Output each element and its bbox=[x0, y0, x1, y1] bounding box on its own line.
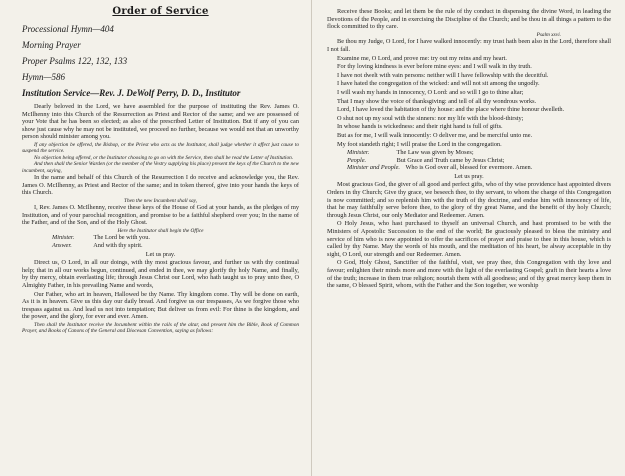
psalm-verse: Lord, I have loved the habitation of thy house: and the place where thine honour dwelleth. bbox=[337, 106, 565, 114]
versicle-answer bbox=[22, 242, 299, 250]
psalm-verse: My foot standeth right; I will praise the Lord in the congregation. bbox=[337, 140, 502, 148]
dialog-text: The Law was given by Moses; bbox=[396, 149, 474, 157]
rubric: Then the new Incumbent shall say, bbox=[124, 197, 197, 204]
page-header: Order of Service bbox=[112, 6, 209, 17]
psalm-verse: I have not dwelt with vain persons: neither will I have fellowship with the deceitful. bbox=[337, 71, 549, 79]
speaker-label: Minister. bbox=[52, 234, 75, 242]
rubric: Here the Institutor shall begin the Office bbox=[117, 227, 204, 234]
dialog-people bbox=[327, 157, 611, 165]
paragraph: Direct us, O Lord, in all our doings, with thy most gracious favour, and further us with thy continual help; that in all our works begun, continued, and ended in thee, we may glorify thy holy Name, and finally, by thy mercy, obtain everlasting life; through Jesus Christ our Lord, who hath taught us to pray unto thee, O Almighty Father, in his prevailing Name and words, bbox=[22, 259, 299, 289]
rubric: If any objection be offered, the Bishop, or the Priest who acts as the Institutor, shall judge whether it affect just cause to suspend the service. bbox=[22, 141, 299, 155]
psalm-verse: In whose hands is wickedness: and their right hand is full of gifts. bbox=[337, 123, 503, 131]
versicle-text: The Lord be with you. bbox=[93, 234, 150, 242]
rubric: And then shall the Senior Warden (or the member of the Vestry supplying his place) present the keys of the Church to the new incumbent, saying, bbox=[22, 161, 299, 174]
psalm-verse: But as for me, I will walk innocently: O deliver me, and be merciful unto me. bbox=[337, 131, 533, 139]
psalm-verse: That I may show the voice of thanksgiving: and tell of all thy wondrous works. bbox=[337, 97, 537, 105]
psalm-verse: For thy loving kindness is ever before mine eyes: and I will walk in thy truth. bbox=[337, 63, 532, 71]
order-item-psalms: Proper Psalms 122, 132, 133 bbox=[22, 56, 128, 66]
order-item-hymn: Hymn—586 bbox=[22, 72, 65, 82]
lets-pray-heading: Let us pray. bbox=[454, 172, 484, 180]
lets-pray-heading: Let us pray. bbox=[145, 250, 176, 258]
psalm-reference: Psalm xxvi. bbox=[536, 31, 561, 38]
order-item-morning-prayer: Morning Prayer bbox=[22, 40, 81, 50]
psalm-verse: O shut not up my soul with the sinners: nor my life with the blood-thirsty; bbox=[337, 114, 524, 122]
order-item-processional: Processional Hymn—404 bbox=[22, 24, 114, 34]
prayer-paragraph: O God, Holy Ghost, Sanctifier of the faithful, visit, we pray thee, this Congregation with thy love and favour; enlighten their minds more and more with the light of the everlasting Gospel; graft in their hearts a love of the truth; increase in them true religion; nourish them with all goodness; and of thy great mercy keep them in the same, O blessed Spirit, whom, with the Father and the Son together, we worship bbox=[327, 259, 611, 290]
prayer-paragraph: Most gracious God, the giver of all good and perfect gifts, who of thy wise providence hast appointed divers Orders in thy Church; Give thy grace, we beseech thee, to thy servant, to whom the charge of this Congregation is now committed; and so replenish him with the truth of thy doctrine, and endue him with innocency of life, that he may faithfully serve before thee, to the glory of thy great Name, and the benefit of thy holy Church; through Jesus Christ, our only Mediator and Redeemer. Amen. bbox=[327, 181, 611, 219]
rubric: No objection being offered, or the Institutor choosing to go on with the Service, then shall be read the Letter of Institution. bbox=[34, 154, 294, 161]
psalm-verse: Be thou my Judge, O Lord, for I have walked innocently: my trust hath been also in the Lord, therefore shall I not fall. bbox=[327, 38, 611, 53]
paragraph: Dearly beloved in the Lord, we have assembled for the purpose of instituting the Rev. James O. McIlhenny into this Church of the Resurrection as Priest and Rector of the same; and we are possessed of your Vote that he has been so elected; as also of the prescribed Letter of Institution. But if any of you can show just cause why he may not be instituted, we proceed no further, because we would not that an unworthy person should minister among you. bbox=[22, 103, 299, 141]
psalm-verse: I have hated the congregation of the wicked: and will not sit among the ungodly. bbox=[337, 80, 540, 88]
speaker-label: Minister and People. bbox=[347, 164, 400, 172]
rubric: Then shall the Institutor receive the Incumbent within the rails of the altar, and present him the Bible, Book of Common Prayer, and Books of Canons of the General and Diocesan Convention, saying as follows: bbox=[22, 321, 299, 335]
dialog-text: Who is God over all, blessed for evermore. Amen. bbox=[405, 164, 533, 172]
left-page bbox=[0, 0, 312, 476]
paragraph: Receive these Books; and let them be the rule of thy conduct in dispensing the divine Word, in leading the Devotions of the People, and in exercising the Discipline of the Church; and be thou in all things a pattern to the flock committed to thy care. bbox=[327, 8, 611, 31]
order-item-institution: Institution Service—Rev. J. DeWolf Perry, D. D., Institutor bbox=[22, 88, 241, 98]
right-page bbox=[313, 0, 625, 476]
lords-prayer: Our Father, who art in heaven, Hallowed be thy Name. Thy kingdom come. Thy will be done on earth, As it is in heaven. Give us this day our daily bread. And forgive us our trespasses, As we forgive those who trespass against us. And lead us not into temptation; But deliver us from evil: For thine is the kingdom, and the power, and the glory, for ever and ever. Amen. bbox=[22, 290, 299, 321]
dialog-minister-and-people bbox=[327, 164, 611, 172]
dialog-text: But Grace and Truth came by Jesus Christ; bbox=[396, 156, 505, 164]
paragraph: I, Rev. James O. McIlhenny, receive these keys of the House of God at your hands, as the pledges of my Institution, and of your parochial recognition, and promise to be a faithful shepherd over you; In the name of the Father, and of the Son, and of the Holy Ghost. bbox=[22, 204, 299, 227]
versicle-text: And with thy spirit. bbox=[93, 241, 143, 249]
speaker-label: Minister. bbox=[347, 149, 370, 157]
speaker-label: People. bbox=[347, 156, 367, 164]
versicle-minister bbox=[22, 234, 299, 242]
speaker-label: Answer. bbox=[52, 241, 72, 249]
psalm-verse: I will wash my hands in innocency, O Lord: and so will I go to thine altar; bbox=[337, 88, 524, 96]
dialog-minister bbox=[327, 149, 611, 157]
prayer-paragraph: O Holy Jesus, who hast purchased to thyself an universal Church, and hast promised to be with the Ministers of Apostolic Succession to the end of the world; Be graciously pleased to bless the ministry and service of him who is now appointed to offer the sacrifices of prayer and praise to thee in this house, which is called by thy Name. May the words of his mouth, and the meditation of his heart, be alway acceptable in thy sight, O Lord, our strength and our Redeemer. Amen. bbox=[327, 220, 611, 258]
paragraph: In the name and behalf of this Church of the Resurrection I do receive and acknowledge you, the Rev. James O. McIlhenny, as Priest and Rector of the same; and in token thereof, give into your hands the keys of this Church. bbox=[22, 174, 299, 197]
psalm-verse: Examine me, O Lord, and prove me: try out my reins and my heart. bbox=[337, 54, 507, 62]
